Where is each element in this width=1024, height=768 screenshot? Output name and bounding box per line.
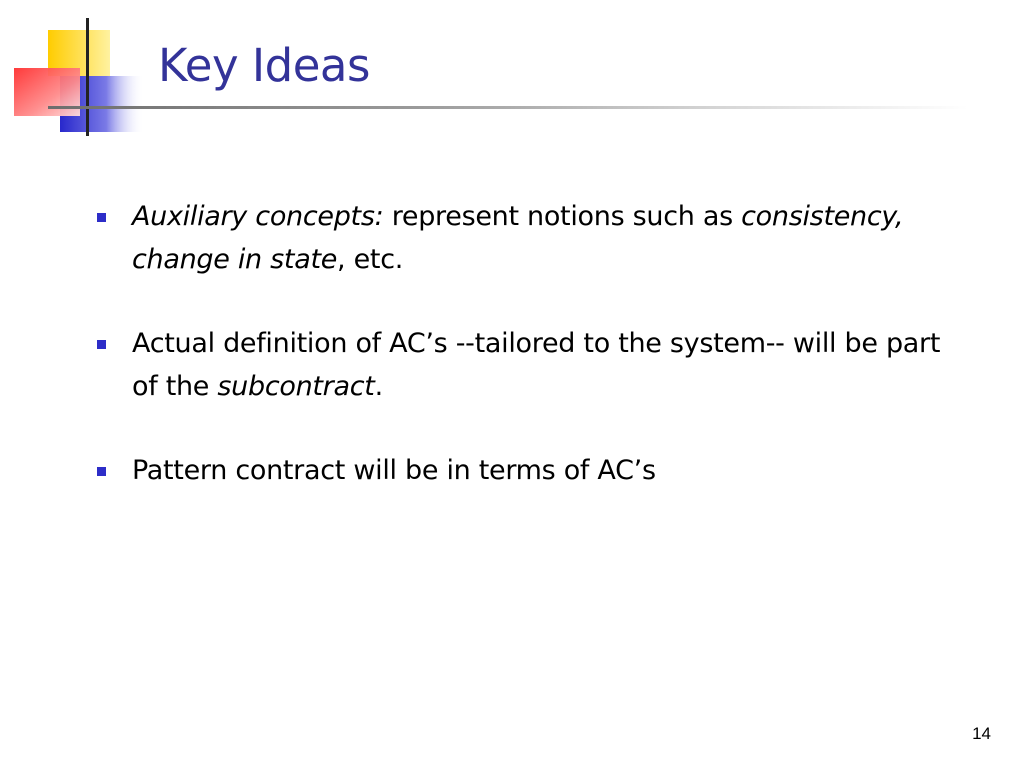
bullet-1-segment-3: consistency, change in state	[132, 201, 904, 275]
bullet-2-segment-3: .	[374, 371, 383, 402]
bullet-1-segment-2: represent notions such as	[383, 201, 742, 232]
title-underline	[48, 106, 968, 109]
page-number: 14	[972, 724, 991, 743]
bullet-item	[92, 322, 952, 408]
decorative-squares-logo	[0, 0, 150, 140]
square-bullet-icon	[97, 340, 106, 349]
bullet-list	[92, 195, 952, 533]
square-bullet-icon	[97, 213, 106, 222]
bullet-2-segment-1: Actual definition of AC’s --tailored to the system-- will be part of the	[132, 328, 941, 402]
bullet-3-segment-1: Pattern contract will be in terms of AC’s	[132, 455, 656, 486]
bullet-2-segment-2: subcontract	[217, 371, 375, 402]
slide-title: Key Ideas	[158, 39, 370, 92]
vertical-line	[86, 18, 89, 136]
bullet-1-segment-4: , etc.	[337, 244, 404, 275]
square-bullet-icon	[97, 467, 106, 476]
bullet-item	[92, 449, 952, 492]
bullet-1-segment-1: Auxiliary concepts:	[132, 201, 384, 232]
bullet-item	[92, 195, 952, 281]
